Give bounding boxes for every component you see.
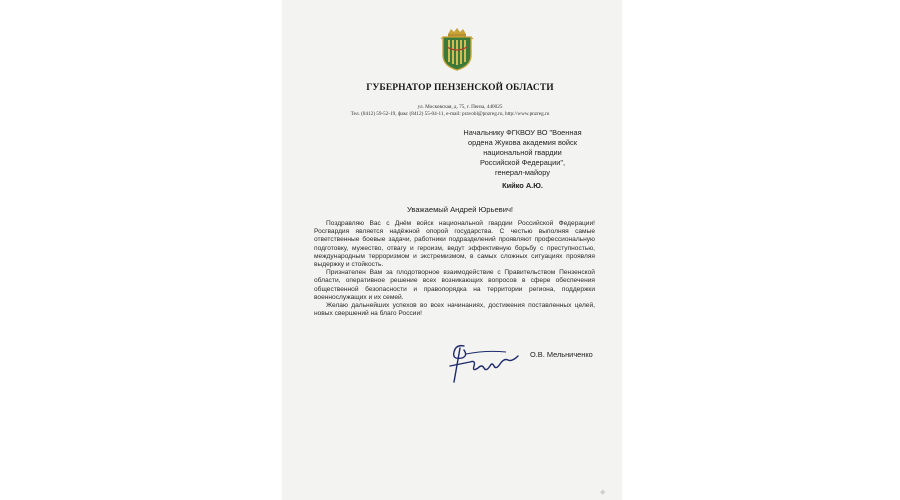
letterhead-title: ГУБЕРНАТОР ПЕНЗЕНСКОЙ ОБЛАСТИ xyxy=(366,83,554,93)
recipient-line: генерал-майору xyxy=(495,168,550,177)
body-paragraph: Желаю дальнейших успехов во всех начинаниях, достижения поставленных целей, новых свершений на благо России! xyxy=(314,302,595,318)
salutation: Уважаемый Андрей Юрьевич! xyxy=(406,205,514,214)
letter-body xyxy=(314,220,595,318)
recipient-block xyxy=(440,128,605,178)
handwritten-signature-icon xyxy=(446,338,526,386)
recipient-name: Кийко А.Ю. xyxy=(502,181,543,190)
body-paragraph: Признателен Вам за плодотворное взаимодействие с Правительством Пензенской области, оперативное решение всех возникающих вопросов в сфере обеспечения общественной безопасности и правопорядка на территории региона, поддержки военнослужащих и их семей. xyxy=(314,269,595,301)
body-paragraph: Поздравляю Вас с Днём войск национальной гвардии Российской Федерации! Росгвардия является надёжной опорой государства. С честью выполняя самые ответственные боевые задачи, работники подразделений проявляют профессиональную подготовку, мужество, отвагу и героизм, ведут эффективную борьбу с преступностью, международным терроризмом и экстремизмом, в самых сложных ситуациях проявляя выдержку и стойкость. xyxy=(314,220,595,269)
watermark-icon: ◆ xyxy=(600,488,606,496)
recipient-line: национальной гвардии xyxy=(483,148,562,157)
letterhead-contacts: Тел. (8412) 59-52-19, факс (8412) 55-04-11, e-mail: pravobl@pnzreg.ru, http://www.pnzreg.ru xyxy=(350,111,550,117)
penza-coat-of-arms-icon xyxy=(440,27,474,71)
signer-name: О.В. Мельниченко xyxy=(530,350,593,359)
recipient-line: Российской Федерации", xyxy=(479,158,566,167)
recipient-line: Начальнику ФГКВОУ ВО "Военная xyxy=(463,128,582,137)
recipient-line: ордена Жукова академия войск xyxy=(468,138,577,147)
letterhead-address: ул. Московская, д. 75, г. Пенза, 440025 xyxy=(417,104,503,110)
